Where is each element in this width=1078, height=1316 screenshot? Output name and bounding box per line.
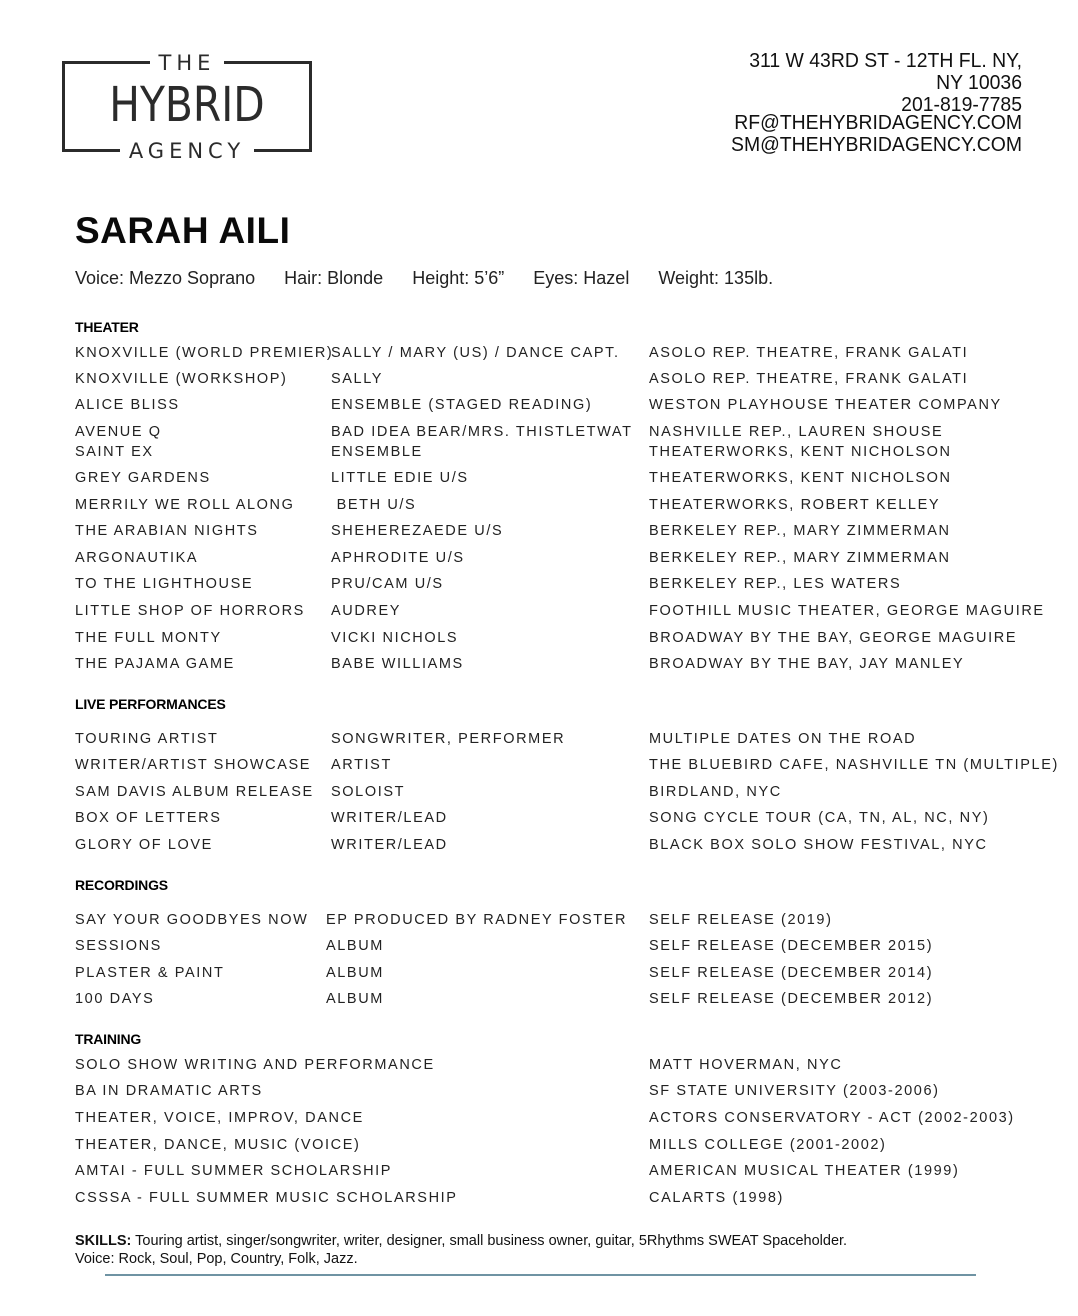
credit-venue: BERKELEY REP., MARY ZIMMERMAN <box>649 550 951 566</box>
performer-name: SARAH AILI <box>75 210 291 251</box>
credit-title: MERRILY WE ROLL ALONG <box>75 497 295 513</box>
credit-role: VICKI NICHOLS <box>331 630 459 646</box>
credit-title: SAM DAVIS ALBUM RELEASE <box>75 784 314 800</box>
credit-role: ENSEMBLE <box>331 444 423 460</box>
credit-title: TO THE LIGHTHOUSE <box>75 576 254 592</box>
credit-title: ALICE BLISS <box>75 397 180 413</box>
email-2: SM@THEHYBRIDAGENCY.COM <box>731 134 1022 156</box>
credit-venue: THEATERWORKS, ROBERT KELLEY <box>649 497 941 513</box>
training-school: CALARTS (1998) <box>649 1190 784 1206</box>
credit-title: SAY YOUR GOODBYES NOW <box>75 912 309 928</box>
training-program: SOLO SHOW WRITING AND PERFORMANCE <box>75 1057 435 1073</box>
footer-rule <box>105 1274 976 1276</box>
training-program: THEATER, VOICE, IMPROV, DANCE <box>75 1110 364 1126</box>
credit-role: SHEHEREZAEDE U/S <box>331 523 504 539</box>
credit-title: PLASTER & PAINT <box>75 965 225 981</box>
credit-venue: BIRDLAND, NYC <box>649 784 782 800</box>
credit-title: KNOXVILLE (WORKSHOP) <box>75 371 288 387</box>
training-program: CSSSA - FULL SUMMER MUSIC SCHOLARSHIP <box>75 1190 458 1206</box>
credit-venue: BROADWAY BY THE BAY, JAY MANLEY <box>649 656 965 672</box>
training-program: BA IN DRAMATIC ARTS <box>75 1083 263 1099</box>
credit-venue: FOOTHILL MUSIC THEATER, GEORGE MAGUIRE <box>649 603 1045 619</box>
credit-role: PRU/CAM U/S <box>331 576 444 592</box>
credit-title: BOX OF LETTERS <box>75 810 222 826</box>
address-line-2: NY 10036 <box>936 72 1022 94</box>
training-school: SF STATE UNIVERSITY (2003-2006) <box>649 1083 940 1099</box>
credit-venue: SELF RELEASE (DECEMBER 2014) <box>649 965 934 981</box>
credit-role: APHRODITE U/S <box>331 550 465 566</box>
credit-role: BABE WILLIAMS <box>331 656 464 672</box>
training-program: AMTAI - FULL SUMMER SCHOLARSHIP <box>75 1163 393 1179</box>
credit-title: THE FULL MONTY <box>75 630 222 646</box>
credit-role: ALBUM <box>326 938 384 954</box>
credit-venue: BERKELEY REP., LES WATERS <box>649 576 902 592</box>
credit-role: LITTLE EDIE U/S <box>331 470 469 486</box>
credit-venue: SONG CYCLE TOUR (CA, TN, AL, NC, NY) <box>649 810 990 826</box>
section-heading-theater: THEATER <box>75 319 139 335</box>
credit-venue: BROADWAY BY THE BAY, GEORGE MAGUIRE <box>649 630 1018 646</box>
credit-role: SALLY <box>331 371 384 387</box>
credit-title: TOURING ARTIST <box>75 731 219 747</box>
stat-voice: Voice: Mezzo Soprano <box>75 268 256 288</box>
logo-hybrid: HYBRID <box>109 77 265 133</box>
agency-logo <box>62 52 312 164</box>
section-heading-live: LIVE PERFORMANCES <box>75 696 226 712</box>
training-program: THEATER, DANCE, MUSIC (VOICE) <box>75 1137 361 1153</box>
credit-title: GREY GARDENS <box>75 470 211 486</box>
training-school: MATT HOVERMAN, NYC <box>649 1057 843 1073</box>
credit-role: ALBUM <box>326 991 384 1007</box>
stat-eyes: Eyes: Hazel <box>533 268 630 288</box>
credit-title: GLORY OF LOVE <box>75 837 213 853</box>
credit-venue: WESTON PLAYHOUSE THEATER COMPANY <box>649 397 1002 413</box>
skills-label: SKILLS: <box>75 1233 132 1249</box>
credit-venue: BERKELEY REP., MARY ZIMMERMAN <box>649 523 951 539</box>
credit-role: ENSEMBLE (STAGED READING) <box>331 397 593 413</box>
section-heading-recordings: RECORDINGS <box>75 877 168 893</box>
credit-venue: THE BLUEBIRD CAFE, NASHVILLE TN (MULTIPLE) <box>649 757 1059 773</box>
credit-title: 100 DAYS <box>75 991 155 1007</box>
skills-section <box>75 1232 1035 1268</box>
training-school: MILLS COLLEGE (2001-2002) <box>649 1137 887 1153</box>
credit-venue: THEATERWORKS, KENT NICHOLSON <box>649 470 952 486</box>
credit-title: KNOXVILLE (WORLD PREMIER) <box>75 345 334 361</box>
credit-venue: SELF RELEASE (2019) <box>649 912 833 928</box>
credit-venue: ASOLO REP. THEATRE, FRANK GALATI <box>649 371 969 387</box>
logo-the: THE <box>62 52 312 75</box>
credit-venue: MULTIPLE DATES ON THE ROAD <box>649 731 917 747</box>
credit-role: SALLY / MARY (US) / DANCE CAPT. <box>331 345 620 361</box>
performer-stats <box>75 268 797 289</box>
skills-line <box>75 1232 1035 1250</box>
credit-role: SOLOIST <box>331 784 406 800</box>
credit-role: BETH U/S <box>331 497 417 513</box>
stat-height: Height: 5’6” <box>412 268 505 288</box>
credit-venue: SELF RELEASE (DECEMBER 2015) <box>649 938 934 954</box>
credit-role: WRITER/LEAD <box>331 837 448 853</box>
credit-venue: SELF RELEASE (DECEMBER 2012) <box>649 991 934 1007</box>
credit-role: SONGWRITER, PERFORMER <box>331 731 566 747</box>
training-school: AMERICAN MUSICAL THEATER (1999) <box>649 1163 960 1179</box>
credit-venue: THEATERWORKS, KENT NICHOLSON <box>649 444 952 460</box>
phone: 201-819-7785 <box>901 94 1022 116</box>
credit-title: LITTLE SHOP OF HORRORS <box>75 603 305 619</box>
credit-role: ARTIST <box>331 757 392 773</box>
credit-venue: ASOLO REP. THEATRE, FRANK GALATI <box>649 345 969 361</box>
credit-title: AVENUE Q <box>75 424 162 440</box>
credit-venue: NASHVILLE REP., LAUREN SHOUSE <box>649 424 944 440</box>
address-line-1: 311 W 43RD ST - 12TH FL. NY, <box>749 50 1022 72</box>
logo-agency: AGENCY <box>62 140 312 163</box>
credit-role: BAD IDEA BEAR/MRS. THISTLETWAT <box>331 424 633 440</box>
credit-title: THE PAJAMA GAME <box>75 656 235 672</box>
agency-contact <box>662 50 1022 156</box>
email-1: RF@THEHYBRIDAGENCY.COM <box>734 112 1022 134</box>
credit-title: THE ARABIAN NIGHTS <box>75 523 259 539</box>
credit-title: SAINT EX <box>75 444 154 460</box>
credit-role: ALBUM <box>326 965 384 981</box>
stat-weight: Weight: 135lb. <box>658 268 774 288</box>
credit-venue: BLACK BOX SOLO SHOW FESTIVAL, NYC <box>649 837 988 853</box>
credit-role: WRITER/LEAD <box>331 810 448 826</box>
credit-title: ARGONAUTIKA <box>75 550 199 566</box>
section-heading-training: TRAINING <box>75 1031 142 1047</box>
skills-text: Touring artist, singer/songwriter, writer, designer, small business owner, guitar, 5Rhythms SWEAT Spaceholder. <box>131 1233 848 1249</box>
credit-title: WRITER/ARTIST SHOWCASE <box>75 757 312 773</box>
stat-hair: Hair: Blonde <box>284 268 384 288</box>
credit-role: AUDREY <box>331 603 402 619</box>
credit-title: SESSIONS <box>75 938 162 954</box>
skills-voice: Voice: Rock, Soul, Pop, Country, Folk, Jazz. <box>75 1251 358 1267</box>
credit-role: EP PRODUCED BY RADNEY FOSTER <box>326 912 628 928</box>
training-school: ACTORS CONSERVATORY - ACT (2002-2003) <box>649 1110 1015 1126</box>
